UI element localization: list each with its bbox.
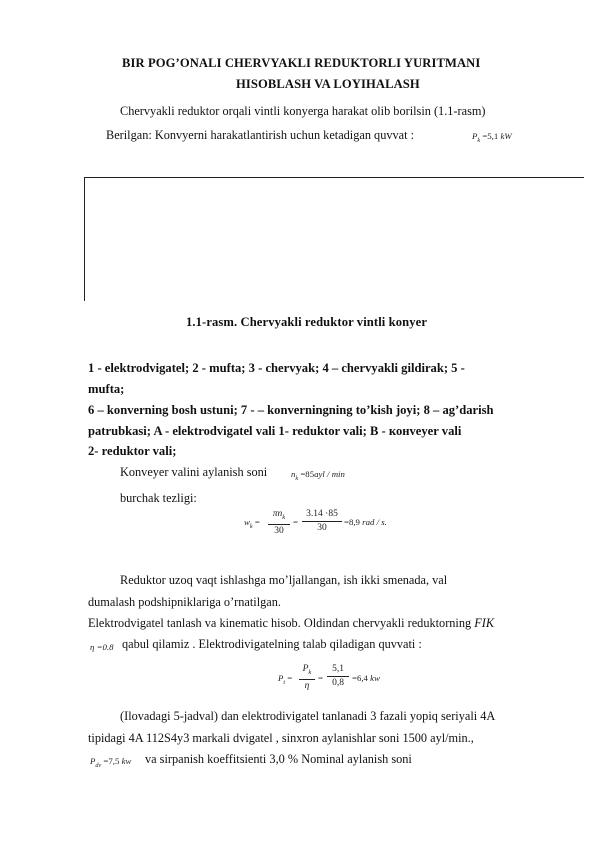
angular-fraction-2: 3.14 ·85 30 [302,509,342,534]
para2-line-1: (Ilovadagi 5-jadval) dan elektrodivigatel tanlanadi 3 fazali yopiq seriyali 4A [120,709,496,723]
angular-text: burchak tezligi: [120,491,197,505]
speed-formula: $n_k =85ayl / \min$ [291,469,345,482]
title-line-2: HISOBLASH VA LOYIHALASH [236,77,420,91]
legend-line-2: mufta; [88,382,125,396]
intro-text: Chervyakli reduktor orqali vintli konyerga harakat olib borilsin (1.1-rasm) [120,104,486,118]
para1-line-3: Elektrodvigatel tanlash va kinematic hisob. Oldindan chervyakli reduktorning FIK [88,616,495,630]
eta-formula: η =0.8 [90,642,114,652]
figure-frame [84,177,584,301]
title-line-1: BIR POG’ONALI CHERVYAKLI REDUKTORLI YURITMANI [122,56,481,70]
legend-line-5: 2- reduktor vali; [88,444,177,458]
figure-top-border [84,177,584,178]
para1-line-4: qabul qilamiz . Elektrodivigatelning talab qiladigan quvvati : [122,637,422,651]
para1-line-2: dumalash podshipniklariga o’rnatilgan. [88,595,281,609]
power-dv-formula: $P_{dv} =7,5$ kw [90,756,132,769]
legend-line-3: 6 – konverning bosh ustuni; 7 - – konverningning to’kish joyi; 8 – ag’darish [88,403,494,417]
power-result: =6,4 kw [352,673,380,683]
legend-line-4: patrubkasi; A - elektrodvigatel vali 1- reduktor vali; B - конveyer vali [88,424,462,438]
power-lhs: $P_t$ = [278,673,293,686]
angular-fraction-1: $\pi n_k$ 30 [268,509,290,537]
para1-line-1: Reduktor uzoq vaqt ishlashga mo’ljallangan, ish ikki smenada, val [120,573,448,587]
power-fraction-1: $P_k$ η [299,664,315,692]
angular-lhs: $w_k$ = [244,517,260,530]
figure-left-border [84,177,85,301]
given-formula: $P_k =5,1$ kW [472,131,512,144]
angular-result: =8,9 rad / s. [344,517,387,527]
legend-line-1: 1 - elektrodvigatel; 2 - mufta; 3 - chervyak; 4 – chervyakli gildirak; 5 - [88,361,465,375]
power-fraction-2: 5,1 0,8 [327,664,349,689]
para2-line-3: va sirpanish koeffitsienti 3,0 % Nominal aylanish soni [145,752,412,766]
angular-eq: = [293,517,298,527]
given-text: Berilgan: Konvyerni harakatlantirish uchun ketadigan quvvat : [106,128,415,142]
para2-line-2: tipidagi 4A 112S4y3 markali dvigatel , sinxron aylanishlar soni 1500 ayl/min., [88,731,474,745]
figure-caption: 1.1-rasm. Chervyakli reduktor vintli konyer [186,315,428,329]
speed-text: Konveyer valini aylanish soni [120,465,268,479]
power-eq: = [318,673,323,683]
